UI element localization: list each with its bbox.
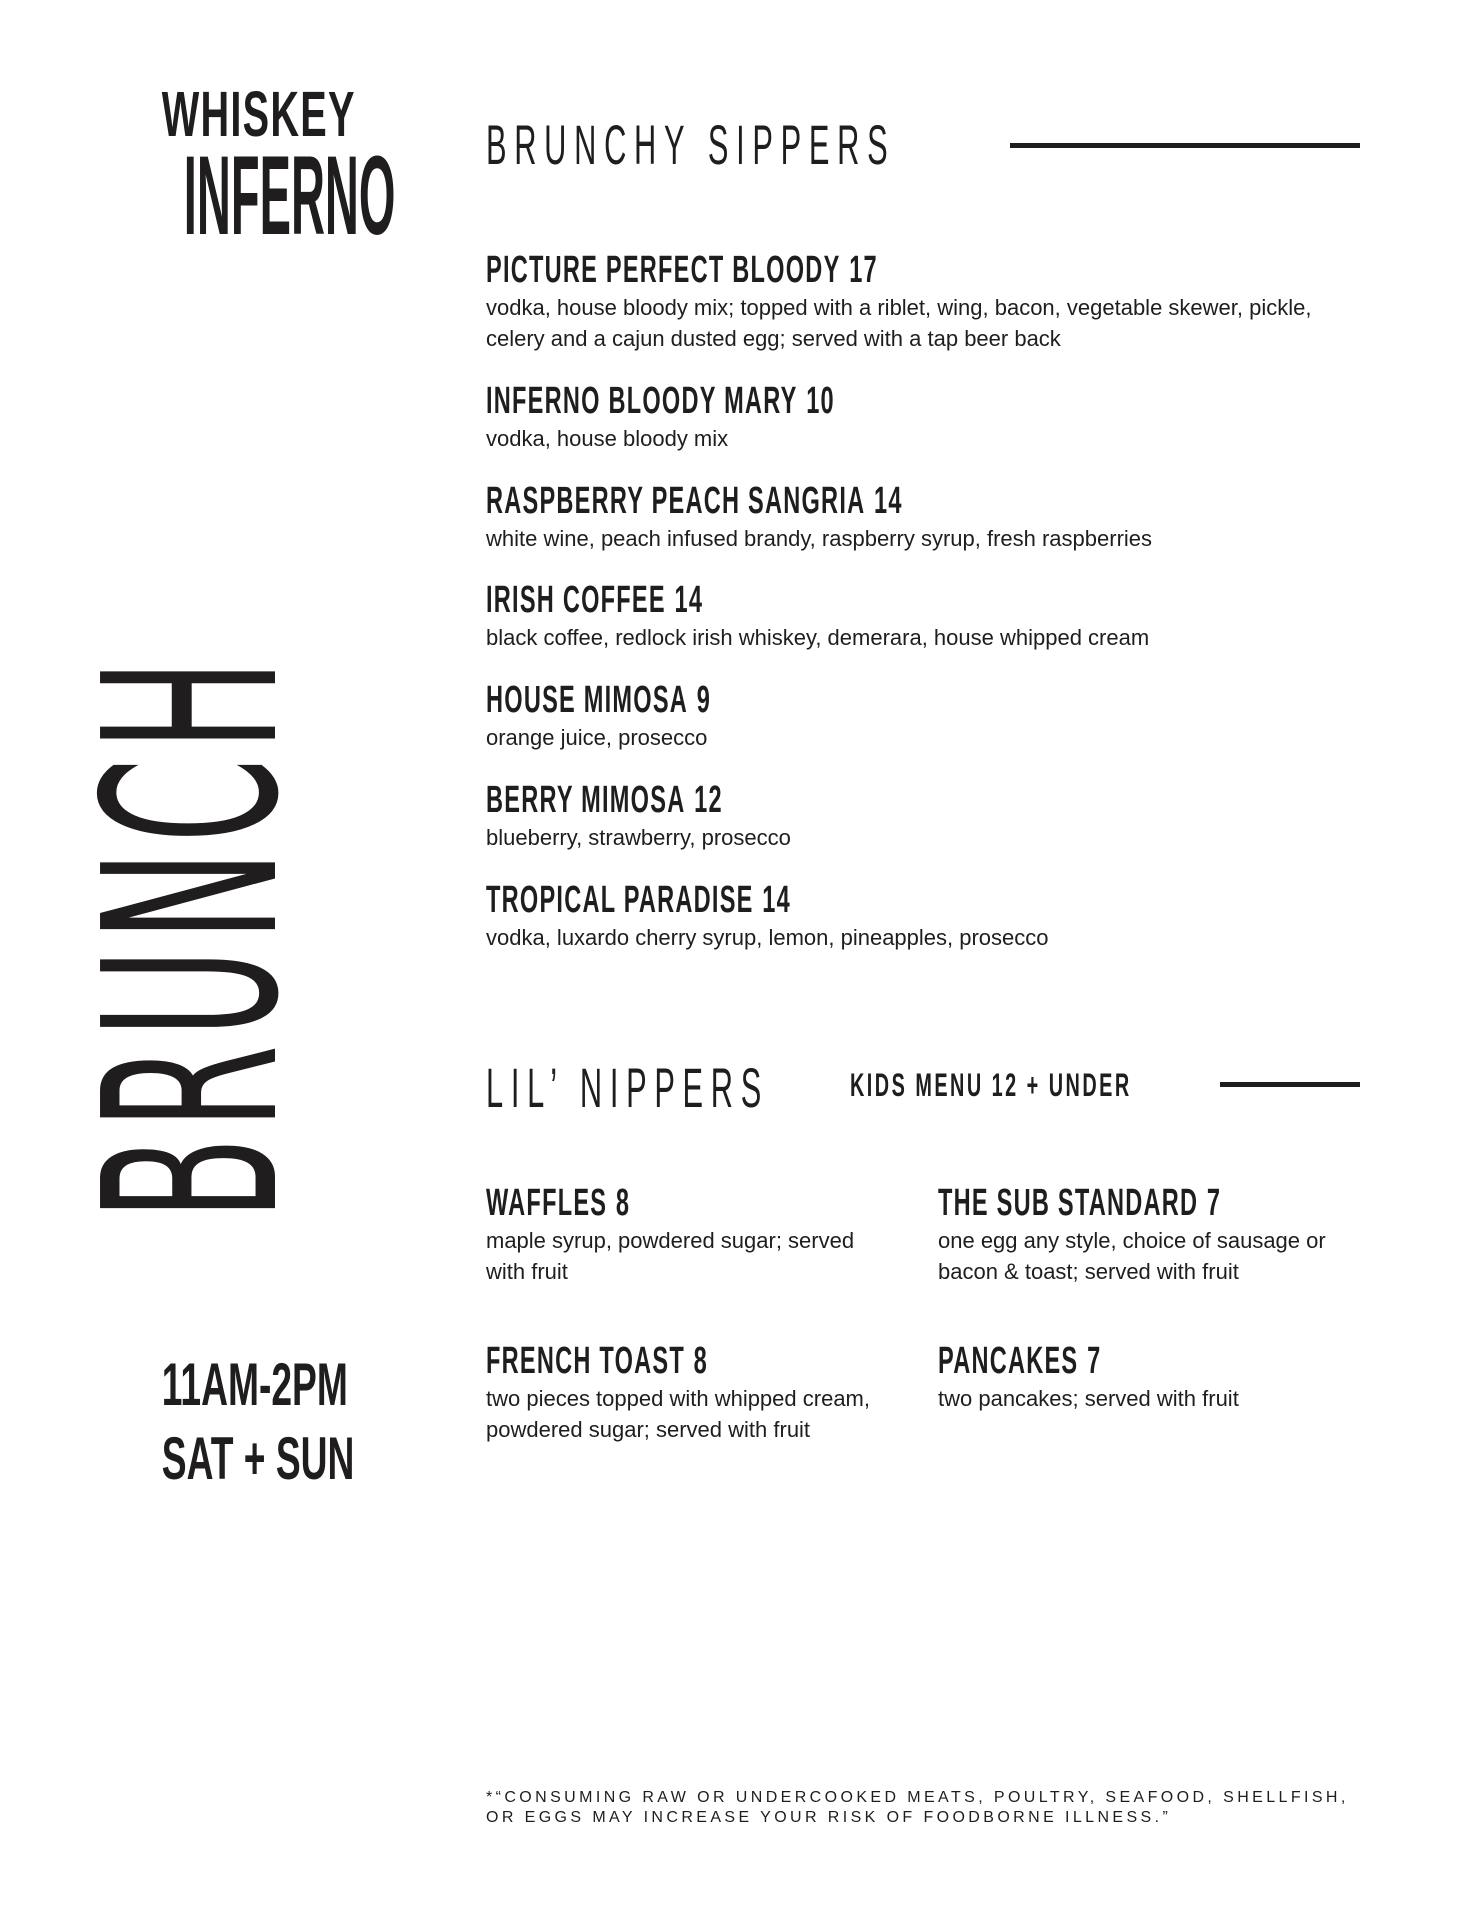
item-price: 7 (1206, 1182, 1222, 1224)
menu-item (938, 1183, 1368, 1287)
menu-item (486, 250, 1366, 354)
menu-item (486, 481, 1366, 554)
item-price: 8 (615, 1182, 631, 1224)
menu-item (486, 381, 1366, 454)
item-price: 8 (693, 1340, 709, 1382)
nippers-title: LIL’ NIPPERS (486, 1056, 769, 1119)
item-price: 14 (762, 879, 791, 921)
item-desc: blueberry, strawberry, prosecco (486, 825, 791, 850)
item-name: RASPBERRY PEACH SANGRIA (486, 480, 866, 522)
menu-item (486, 1183, 886, 1287)
item-price: 12 (694, 779, 723, 821)
item-desc: two pancakes; served with fruit (938, 1386, 1239, 1411)
disclaimer-line-1: *“CONSUMING RAW OR UNDERCOOKED MEATS, POULTRY, SEAFOOD, SHELLFISH, (486, 1789, 1349, 1806)
hours-days: SAT + SUN (161, 1425, 355, 1492)
item-price: 9 (696, 679, 712, 721)
item-name: PICTURE PERFECT BLOODY (486, 249, 841, 291)
item-price: 14 (674, 579, 704, 621)
menu-item (486, 880, 1366, 953)
kids-menu-note: KIDS MENU 12 + UNDER (850, 1067, 1132, 1103)
brunch-word: BRUNCH (52, 651, 332, 1220)
brand-line-2: INFERNO (183, 133, 396, 258)
item-price: 14 (874, 480, 903, 522)
item-name: FRENCH TOAST (486, 1340, 686, 1382)
hours-time: 11AM-2PM (161, 1351, 348, 1418)
item-name: HOUSE MIMOSA (486, 679, 689, 721)
menu-item (938, 1341, 1368, 1414)
item-desc: vodka, house bloody mix; topped with a riblet, wing, bacon, vegetable skewer, pickle, celery and a cajun dusted egg; served with a tap beer back (486, 295, 1312, 351)
item-name: IRISH COFFEE (486, 579, 666, 621)
item-name: INFERNO BLOODY MARY (486, 380, 798, 422)
item-desc: vodka, luxardo cherry syrup, lemon, pineapples, prosecco (486, 925, 1049, 950)
disclaimer-line-2: OR EGGS MAY INCREASE YOUR RISK OF FOODBORNE ILLNESS.” (486, 1809, 1172, 1826)
menu-item (486, 1341, 871, 1445)
item-desc: black coffee, redlock irish whiskey, demerara, house whipped cream (486, 625, 1150, 650)
brand-line-1: WHISKEY (161, 78, 356, 150)
nippers-rule (1220, 1082, 1360, 1087)
item-name: PANCAKES (938, 1340, 1079, 1382)
item-desc: maple syrup, powdered sugar; served with fruit (486, 1228, 855, 1284)
sippers-rule (1010, 143, 1360, 148)
item-price: 17 (849, 249, 878, 291)
menu-item (486, 680, 1366, 753)
item-desc: vodka, house bloody mix (486, 426, 729, 451)
item-desc: orange juice, prosecco (486, 725, 708, 750)
item-desc: white wine, peach infused brandy, raspberry syrup, fresh raspberries (486, 526, 1153, 551)
menu-item (486, 780, 1366, 853)
hours-block (120, 1351, 355, 1503)
menu-item (486, 580, 1366, 653)
item-desc: two pieces topped with whipped cream, powdered sugar; served with fruit (486, 1386, 870, 1442)
health-disclaimer (486, 1788, 1386, 1828)
item-name: THE SUB STANDARD (938, 1182, 1199, 1224)
item-name: BERRY MIMOSA (486, 779, 686, 821)
item-price: 7 (1087, 1340, 1102, 1382)
item-name: TROPICAL PARADISE (486, 879, 754, 921)
item-price: 10 (806, 380, 835, 422)
sippers-title: BRUNCHY SIPPERS (486, 113, 896, 176)
item-desc: one egg any style, choice of sausage or bacon & toast; served with fruit (938, 1228, 1326, 1284)
item-name: WAFFLES (486, 1182, 608, 1224)
brunch-vertical-title (52, 355, 332, 1275)
brand-logo (120, 78, 396, 258)
